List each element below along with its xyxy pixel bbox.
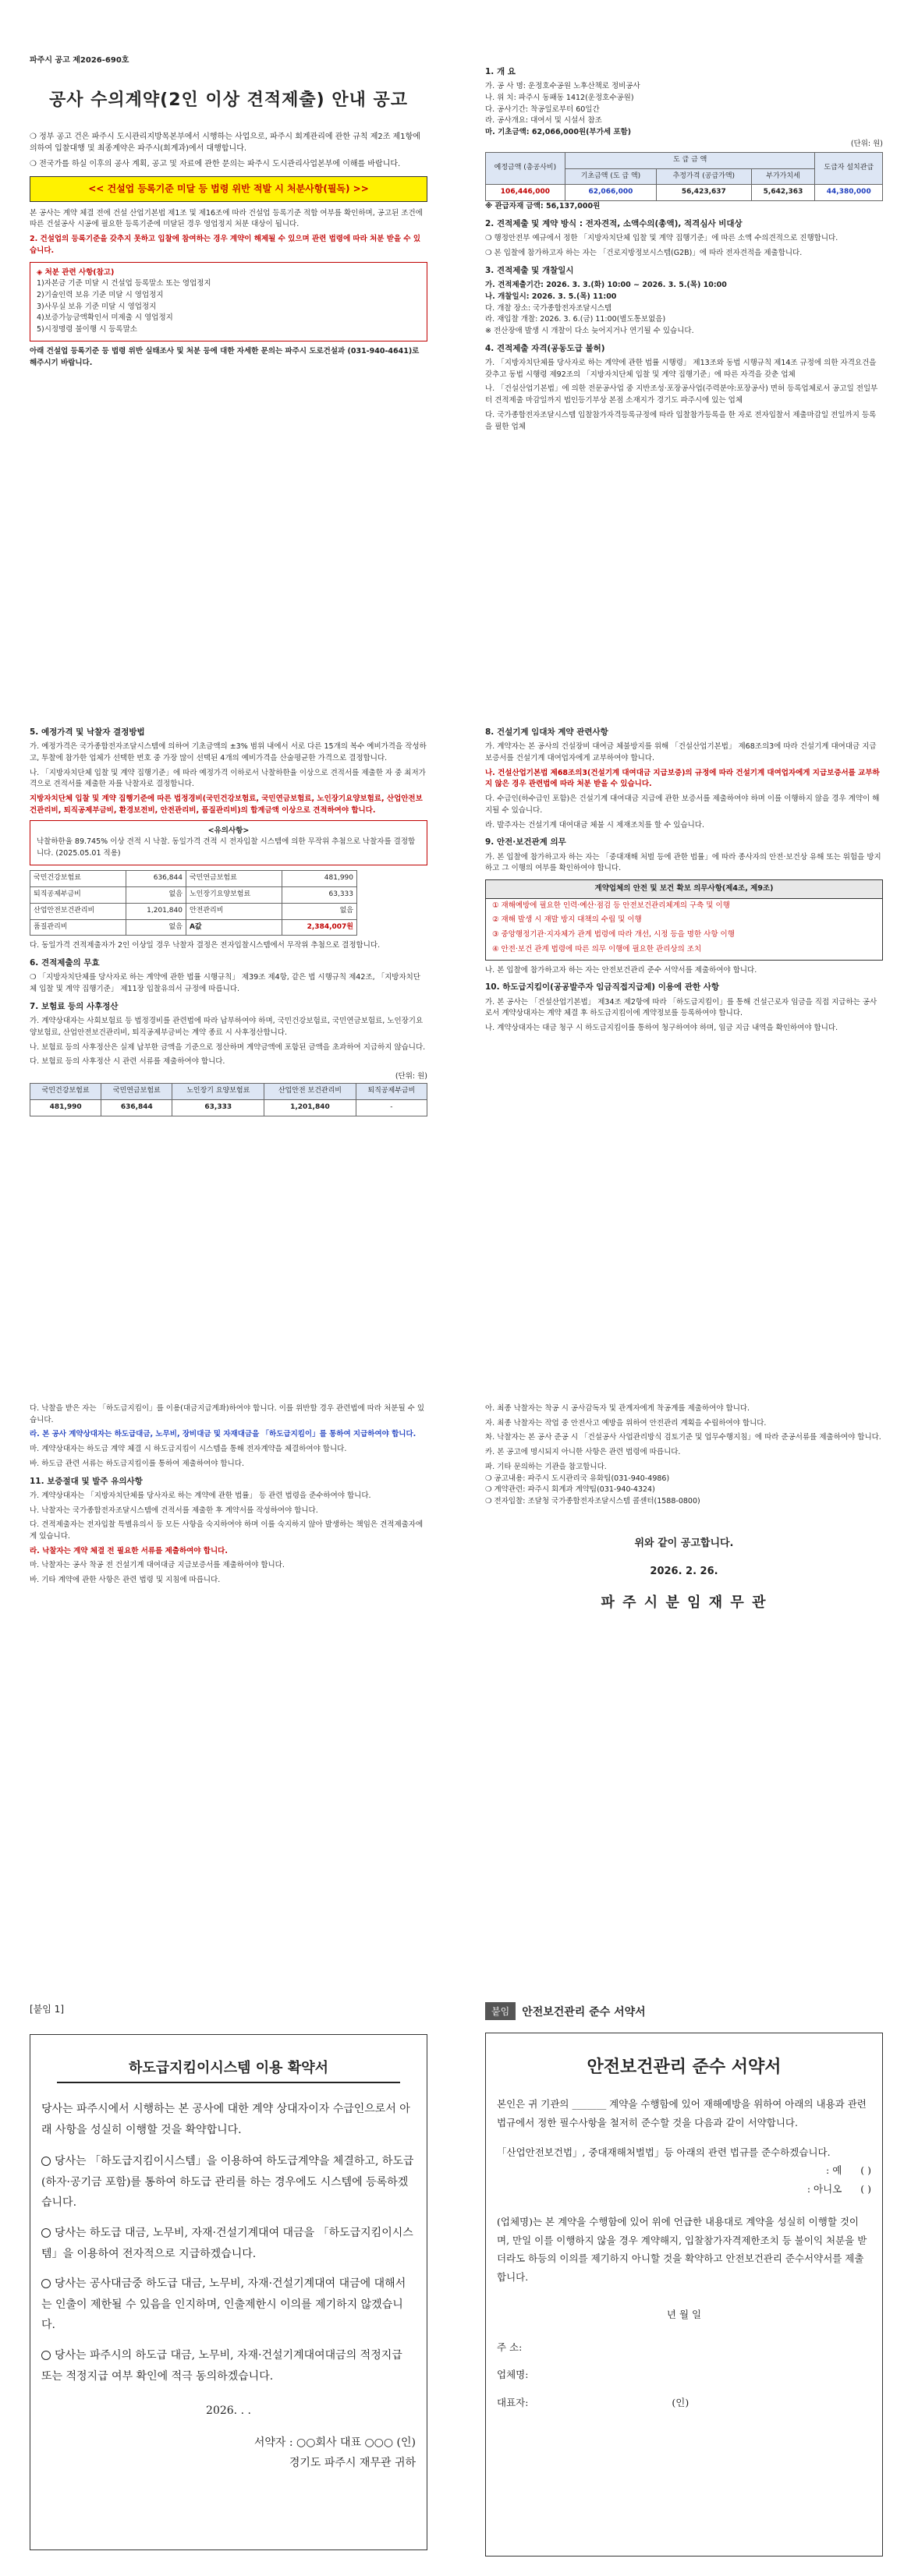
warning-box-item: 5)시정명령 불이행 시 등록말소 [37,325,137,334]
table-cell: 없음 [126,919,186,936]
annex-1-box [30,2034,427,2550]
col3-item: 바. 하도급 관련 서류는 하도급지킴이를 통하여 제출하여야 합니다. [30,1459,244,1468]
annex-2-box [485,2033,883,2557]
table-cell: 63,333 [282,886,356,903]
table-cell: 106,446,000 [486,185,565,201]
col4-item: 차. 낙찰자는 본 공사 준공 시 「건설공사 사업관리방식 검토기준 및 업무수행지침」에 따라 준공서류를 제출하여야 합니다. [485,1433,881,1442]
table-cell: 636,844 [126,870,186,886]
circle-bullet-icon [41,2228,51,2238]
annex-2-title: 안전보건관리 준수 서약서 [587,2057,782,2077]
table-header-cell: 예정금액 (총공사비) [486,152,565,185]
ref-box-title: <유의사항> [207,826,250,835]
section-4-item: 나. 「건설산업기본법」에 의한 전문공사업 중 지반조성·포장공사업(주력분야:포장공사) 면허 등록업체로서 공고일 전일부터 견적제출 마감일까지 법인등기부상 본점 소재지가 경기도 파주시에 있는 업체 [485,384,878,405]
warning-footer: 아래 건설업 등록기준 등 법령 위반 실태조사 및 처분 등에 대한 자세한 문의는 파주시 도로건설과 (031-940-4641)로 해주시기 바랍니다. [30,346,420,367]
table-header-cell: 부가가치세 [751,168,815,185]
annex-1-intro: 당사는 파주시에서 시행하는 본 공사에 대한 계약 상대자이자 수급인으로서 아래 사항을 성실히 이행할 것을 확약합니다. [41,2103,410,2136]
annex-2-yes-paren: ( ) [860,2164,871,2177]
notice-number: 파주시 공고 제2026-690호 [30,56,129,65]
table-cell: 안전관리비 [186,903,282,919]
annex-2-intro: 본인은 귀 기관의 _______ 계약을 수행함에 있어 재해예방을 위하여 아래의 내용과 관련 법규에서 정한 필수사항을 철저히 준수할 것을 다음과 같이 서약합니다. [497,2098,867,2128]
table-cell: 노인장기요양보험료 [186,886,282,903]
ref-box [30,820,427,865]
notice-intro-2: ❍ 전국가를 하실 이후의 공사 계획, 공고 및 자료에 관한 문의는 파주시 도시관리사업본부에 이해를 바랍니다. [30,159,401,168]
table-cell: 5,642,363 [751,185,815,201]
contact-item: ❍ 전자입찰: 조달청 국가종합전자조달시스템 콜센터(1588-0800) [485,1497,700,1506]
safety-duty-box [485,879,883,961]
section-3-item: ※ 전산장애 발생 시 개찰이 다소 늦어지거나 연기될 수 있습니다. [485,326,694,335]
section-3-item: 나. 개찰일시: 2026. 3. 5.(목) 11:00 [485,292,617,301]
table-cell: 퇴직공제부금비 [30,886,126,903]
notice-title: 공사 수의계약(2인 이상 견적제출) 안내 공고 [49,90,408,110]
annex-2-no-row [497,2180,871,2199]
obligations-column [485,721,883,1038]
warning-box-item: 1)자본금 기준 미달 시 건설업 등록말소 또는 영업정지 [37,279,211,288]
table-cell: 국민연금보험료 [186,870,282,886]
insurance-table [30,1083,427,1116]
section-10-item: 나. 계약상대자는 대금 청구 시 하도급지킴이를 통하여 청구하여야 하며, 임금 지급 내역을 확인하여야 합니다. [485,1024,838,1033]
section-5-item: 가. 예정가격은 국가종합전자조달시스템에 의하여 기초금액의 ±3% 범위 내에서 서로 다른 15개의 복수 예비가격을 작성하고, 투찰에 참가한 업체가 선택한 번호 중 가장 많이 선택된 4개의 예비가격을 산술평균한 가격으로 결정합니다. [30,742,427,763]
section-8-item: 라. 발주자는 건설기계 대여대금 체불 시 제재조치를 할 수 있습니다. [485,820,704,830]
section-2-item: ❍ 본 입찰에 참가하고자 하는 자는 「건로지방정보시스템(G2B)」에 따라 전자견적을 제출합니다. [485,249,803,258]
section-5-header: 5. 예정가격 및 낙찰자 결정방법 [30,727,145,737]
section-1-header: 1. 개 요 [485,67,516,76]
annex-2-line1: 「산업안전보건법」, 중대재해처벌법」등 아래의 관련 법규를 준수하겠습니다. [497,2146,831,2158]
section-8-item: 가. 계약자는 본 공사의 건설장비 대여금 체불방지를 위해 「건설산업기본법」 제68조의3에 따라 건설기계 대여대금 지급보증서를 건설기계 대여업자에게 교부하여야 합니다. [485,742,877,763]
table-cell: 636,844 [101,1099,172,1116]
table-cell: 품질관리비 [30,919,126,936]
col3-item: 마. 계약상대자는 하도급 계약 체결 시 하도급지킴이 시스템을 통해 전자계약을 체결하여야 합니다. [30,1445,347,1454]
annex-2-no-label: : 아니오 [806,2183,842,2195]
safety-duty-item: ③ 중앙행정기관·지자체가 관계 법령에 따라 개선, 시정 등을 명한 사항 이행 [492,930,735,939]
section-10-header: 10. 하도급지킴이(공공발주자 임금직접지급제) 이용에 관한 사항 [485,982,720,993]
annex-2-field-address: 주 소: [497,2341,523,2353]
section-3-item: 가. 견적제출기간: 2026. 3. 3.(화) 10:00 ~ 2026. 3. 5.(목) 10:00 [485,281,727,290]
overview-column [485,61,883,436]
closing-date: 2026. 2. 26. [650,1565,718,1577]
subcontract-column [30,1403,427,1590]
section-11-item: 나. 낙찰자는 국가종합전자조달시스템에 견적서를 제출한 후 계약서를 작성하여야 합니다. [30,1506,318,1515]
section-7-item: 다. 보험료 등의 사후정산 시 관련 서류를 제출하여야 합니다. [30,1057,225,1067]
col4-item: 자. 최종 낙찰자는 작업 중 안전사고 예방을 위하여 안전관리 계획을 수립하여야 합니다. [485,1418,767,1428]
section-11-item: 가. 계약상대자는 「지방자치단체를 당사자로 하는 계약에 관한 법률」 등 관련 법령을 준수하여야 합니다. [30,1491,371,1500]
contact-item: ❍ 계약관련: 파주시 회계과 계약팀(031-940-4324) [485,1485,655,1495]
col3-item: 다. 낙찰을 받은 자는 「하도급지킴이」를 이용(대금지급계좌)하여야 합니다. 이를 위반할 경우 관련법에 따라 처분될 수 있습니다. [30,1404,425,1424]
table-cell: 없음 [282,903,356,919]
section-7-header: 7. 보험료 등의 사후정산 [30,1001,119,1011]
section-5-red-text: 지방자치단체 입찰 및 계약 집행기준에 따른 법정경비(국민건강보험료, 국민연금보험료, 노인장기요양보험료, 산업안전보건관리비, 퇴직공제부금비, 환경보전비, 안전관리비, 품질관리비)의 합계금액 이상으로 견적하여야 합니다. [30,794,423,815]
annex-2-tag-row [485,2002,883,2020]
annex-1-signer: 서약자 : ○○회사 대표 ○○○ (인) [253,2436,416,2449]
circle-bullet-icon [41,2351,51,2360]
section-8-header: 8. 건설기계 임대차 계약 관련사항 [485,727,608,737]
table-cell: 44,380,000 [815,185,883,201]
annex-1-item: 당사는 「하도급지킴이시스템」을 이용하여 하도급계약을 체결하고, 하도급(하자·공기금 포함)를 통하여 하도급 관리를 하는 경우에도 시스템에 등록하겠습니다. [41,2155,414,2210]
section-7-item: 가. 계약상대자는 사회보험료 등 법정경비를 관련법에 따라 납부하여야 하며, 국민건강보험료, 국민연금보험료, 노인장기요양보험료, 산업안전보건관리비, 퇴직공제부금비는 계약 종료 시 사후정산합니다. [30,1017,424,1037]
annex-2-yes-label: : 예 [826,2164,842,2177]
table-header-cell: 노인장기 요양보험료 [172,1083,264,1099]
annex-2-body: (업체명)는 본 계약을 수행함에 있어 위에 언급한 내용대로 계약을 성실히 이행할 것이며, 만일 이를 이행하지 않을 경우 계약해지, 입찰참가자격제한조치 등 불이익 처분을 받더라도 하등의 이의를 제기하지 아니할 것을 확약하고 안전보건관리 준수서약서를 제출합니다. [497,2215,867,2283]
section-9-header: 9. 안전·보건관계 의무 [485,837,566,847]
safety-duty-item: ② 재해 발생 시 재발 방지 대책의 수립 및 이행 [492,915,642,925]
fee-table [30,870,357,936]
contact-header: 파. 기타 문의하는 기관을 참고합니다. [485,1462,607,1471]
overview-item: 마. 기초금액: 62,066,000원(부가세 포함) [485,128,632,137]
section-4-item: 가. 「지방자치단체를 당사자로 하는 계약에 관한 법률 시행령」 제13조와 동법 시행규칙 제14조 규정에 의한 자격요건을 갖추고 동법 시행령 제92조의 「지방자치단체 입찰 및 계약 집행기준」에 따른 자격을 갖춘 업체 [485,358,877,379]
section-11-item: 다. 견적제출자는 전자입찰 특별유의서 등 모든 사항을 숙지하여야 하며 이를 숙지하지 않아 발생하는 책임은 견적제출자에게 있습니다. [30,1520,424,1541]
annex-2-date: 년 월 일 [666,2308,702,2320]
ref-box-text: 낙찰하한율 89.745% 이상 견적 시 낙찰. 동일가격 견적 시 전자입찰 시스템에 의한 무작위 추첨으로 낙찰자를 결정합니다. (2025.05.01 적용) [37,837,416,858]
unit-label: (단위: 원) [395,1072,427,1081]
overview-item: 라. 공사개요: 대여서 및 시설서 참조 [485,116,602,126]
section-3-item: 다. 개찰 장소: 국가종합전자조달시스템 [485,303,612,313]
warning-detail-box [30,262,427,341]
safety-duty-item: ④ 안전·보건 관계 법령에 따른 의무 이행에 필요한 관리상의 조치 [492,944,702,954]
section-5-note: 다. 동일가격 견적제출자가 2인 이상일 경우 낙찰자 결정은 전자입찰시스템에서 무작위 추첨으로 결정합니다. [30,941,381,950]
warning-box-item: 4)보증가능금액확인서 미제출 시 영업정지 [37,313,173,323]
section-11-header: 11. 보증절대 및 발주 유의사항 [30,1476,143,1486]
section-2-item: ❍ 행정안전부 예규에서 정한 「지방자치단체 입찰 및 계약 집행기준」에 따른 소액 수의견적으로 진행합니다. [485,234,838,243]
table-cell: 국민건강보험료 [30,870,126,886]
safety-duty-title: 계약업체의 안전 및 보건 확보 의무사항(제4조, 제9조) [486,880,882,899]
closing-text: 위와 같이 공고합니다. [634,1537,734,1549]
closing-signer: 파 주 시 분 임 재 무 관 [601,1594,767,1612]
table-header-cell: 기초금액 (도 급 액) [565,168,656,185]
annex-2-seal: (인) [672,2397,689,2408]
section-10-item: 가. 본 공사는 「건설산업기본법」 제34조 제2항에 따라 「하도급지킴이」를 통해 건설근로자 임금을 직접 지급하는 공사로서 계약상대자는 계약 체결 후 하도급지킴이에 계약정보를 등록하여야 합니다. [485,997,877,1018]
warning-box-title: ◈ 처분 관련 사항(참고) [37,267,115,277]
section-9-after: 나. 본 입찰에 참가하고자 하는 자는 안전보건관리 준수 서약서를 제출하여야 합니다. [485,965,757,975]
notice-main-column [30,55,427,372]
warning-box-item: 3)사무실 보유 기준 미달 시 영업정지 [37,302,157,311]
section-9-item: 가. 본 입찰에 참가하고자 하는 자는 「중대재해 처벌 등에 관한 법률」에 따라 종사자의 안전·보건상 유해 또는 위험을 방지하고 그 이행의 여부를 확인하여야 합니다. [485,852,881,873]
table-header-cell: 도급자 설치관급 [815,152,883,185]
table-cell: 1,201,840 [126,903,186,919]
annex-1-item: 당사는 공사대금중 하도급 대금, 노무비, 자재·건설기계대여 대금에 대해서는 인출이 제한될 수 있음을 인지하며, 인출제한시 이의를 제기하지 않겠습니다. [41,2277,406,2332]
table-cell: - [356,1099,427,1116]
overview-item: 가. 공 사 명: 운정호수공원 노후산책로 정비공사 [485,82,640,91]
section-6-header: 6. 견적제출의 무효 [30,958,100,968]
warning-text: 본 공사는 계약 체결 전에 건설 산업기본법 제1조 및 제16조에 따라 건설업 등록기준 적합 여부를 확인하며, 공고된 조건에 따른 건설공사 시공에 필요한 등록기준에 미달된 경우 영업정지 처분 대상이 됩니다. [30,208,423,229]
annex-2-tag: 붙임 [485,2002,516,2020]
annex-1-item: 당사는 파주시의 하도급 대금, 노무비, 자재·건설기계대여대금의 적정지급 또는 적정지급 여부 확인에 적극 동의하겠습니다. [41,2348,402,2383]
contact-item: ❍ 공고내용: 파주시 도시관리국 유화팀(031-940-4986) [485,1474,670,1483]
col3-item: 라. 본 공사 계약상대자는 하도급대금, 노무비, 장비대금 및 자재대금을 「하도급지킴이」를 통하여 지급하여야 합니다. [30,1430,417,1439]
budget-table [485,152,883,202]
col4-item: 카. 본 공고에 명시되지 아니한 사항은 관련 법령에 따릅니다. [485,1448,681,1457]
warning-red-text: 2. 건설업의 등록기준을 갖추지 못하고 입찰에 참여하는 경우 계약이 해제될 수 있으며 관련 법령에 따라 처분 받을 수 있습니다. [30,235,421,255]
warning-banner: << 건설업 등록기준 미달 등 법령 위반 적발 시 처분사항(필독) >> [30,176,427,202]
section-5-item: 나. 「지방자치단체 입찰 및 계약 집행기준」에 따라 예정가격 이하로서 낙찰하한율 이상으로 견적서를 제출한 자 중 최저가격으로 견적서를 제출한 자를 낙찰자로 결정합니다. [30,768,426,789]
material-note: ※ 관급자재 금액: 56,137,000원 [485,202,601,211]
annex-2-yes-row [497,2161,871,2180]
annex-1-recipient: 경기도 파주시 재무관 귀하 [289,2457,416,2470]
unit-label: (단위: 원) [850,139,883,148]
annex-2-field-company: 업체명: [497,2369,529,2381]
annex-1-tag: [붙임 1] [30,2004,64,2015]
pricing-column [30,721,427,1116]
section-8-item: 다. 수급인(하수급인 포함)은 건설기계 대여대금 지급에 관한 보증서를 제출하여야 하며 이를 이행하지 않을 경우 계약이 해지될 수 있습니다. [485,794,880,815]
table-cell: 56,423,637 [657,185,751,201]
annex-1 [30,2002,427,2550]
closing-column [485,1403,883,1614]
section-7-item: 나. 보험료 등의 사후정산은 실제 납부한 금액을 기준으로 정산하며 계약금액에 포함된 금액을 초과하여 지급하지 않습니다. [30,1042,426,1052]
table-cell: 산업안전보건관리비 [30,903,126,919]
table-header-cell: 퇴직공제부금비 [356,1083,427,1099]
table-header-cell: 산업안전 보건관리비 [264,1083,356,1099]
table-cell: 62,066,000 [565,185,656,201]
annex-1-title: 하도급지킴이시스템 이용 확약서 [57,2057,400,2083]
table-cell: 2,384,007원 [282,919,356,936]
section-8-item: 나. 건설산업기본법 제68조의3(건설기계 대여대금 지급보증)의 규정에 따라 건설기계 대여업자에게 지급보증서를 교부하지 않은 경우 관련법에 따라 처분 받을 수 있습니다. [485,768,880,789]
table-cell: A값 [186,919,282,936]
overview-item: 나. 위 치: 파주시 동패동 1412(운정호수공원) [485,93,634,102]
overview-item: 다. 공사기간: 착공일로부터 60일간 [485,104,600,114]
table-cell: 481,990 [30,1099,101,1116]
section-11-item: 라. 낙찰자는 계약 체결 전 필요한 서류를 제출하여야 합니다. [30,1546,228,1555]
annex-1-item: 당사는 하도급 대금, 노무비, 자재·건설기계대여 대금을 「하도급지킴이시스템」을 이용하여 전자적으로 지급하겠습니다. [41,2226,413,2260]
table-cell: 63,333 [172,1099,264,1116]
warning-box-item: 2)기술인력 보유 기준 미달 시 영업정지 [37,291,164,299]
table-cell: 1,201,840 [264,1099,356,1116]
section-11-item: 마. 낙찰자는 공사 착공 전 건설기계 대여대금 지급보증서를 제출하여야 합니다. [30,1561,285,1570]
table-cell: 없음 [126,886,186,903]
section-4-item: 다. 국가종합전자조달시스템 입찰참가자격등록규정에 따라 입찰참가등록을 한 자로 전자입찰서 제출마감일 전일까지 등록을 필한 업체 [485,410,877,431]
section-6-item: ❍ 「지방자치단체를 당사자로 하는 계약에 관한 법률 시행규칙」 제39조 제4항, 같은 법 시행규칙 제42조, 「지방자치단체 입찰 및 계약 집행기준」 제11장 입찰유의서 규정에 따릅니다. [30,973,420,994]
col4-item: 아. 최종 낙찰자는 착공 시 공사감독자 및 관계자에게 착공계를 제출하여야 합니다. [485,1404,750,1413]
section-4-header: 4. 견적제출 자격(공동도급 불허) [485,343,605,353]
circle-bullet-icon [41,2279,51,2288]
circle-bullet-icon [41,2157,51,2166]
safety-duty-item: ① 재해예방에 필요한 인력·예산·점검 등 안전보건관리체계의 구축 및 이행 [492,901,730,910]
annex-2-tag-title: 안전보건관리 준수 서약서 [522,2005,646,2019]
table-header-cell: 도 급 금 액 [565,152,815,168]
table-header-cell: 국민연금보험료 [101,1083,172,1099]
table-cell: 481,990 [282,870,356,886]
notice-intro: ❍ 정부 공고 건은 파주시 도시관리지방목본부에서 시행하는 사업으로, 파주시 회계관리에 관한 규칙 제2조 제1항에 의하여 입찰대행 및 최종계약은 파주시(회계과)에서 대행합니다. [30,132,420,154]
section-3-item: 라. 재입찰 개찰: 2026. 3. 6.(금) 11:00(별도통보없음) [485,315,666,324]
table-header-cell: 추정가격 (공급가액) [657,168,751,185]
annex-2 [485,2002,883,2557]
annex-2-no-paren: ( ) [860,2183,871,2195]
section-2-header: 2. 견적제출 및 계약 방식 : 전자견적, 소액수의(총액), 적격심사 비대상 [485,219,743,229]
table-header-cell: 국민건강보험료 [30,1083,101,1099]
annex-1-date: 2026. . . [206,2404,251,2418]
annex-2-field-rep: 대표자: (인) [497,2397,689,2408]
section-11-item: 바. 기타 계약에 관한 사항은 관련 법령 및 지침에 따릅니다. [30,1576,221,1585]
section-3-header: 3. 견적제출 및 개찰일시 [485,265,574,275]
